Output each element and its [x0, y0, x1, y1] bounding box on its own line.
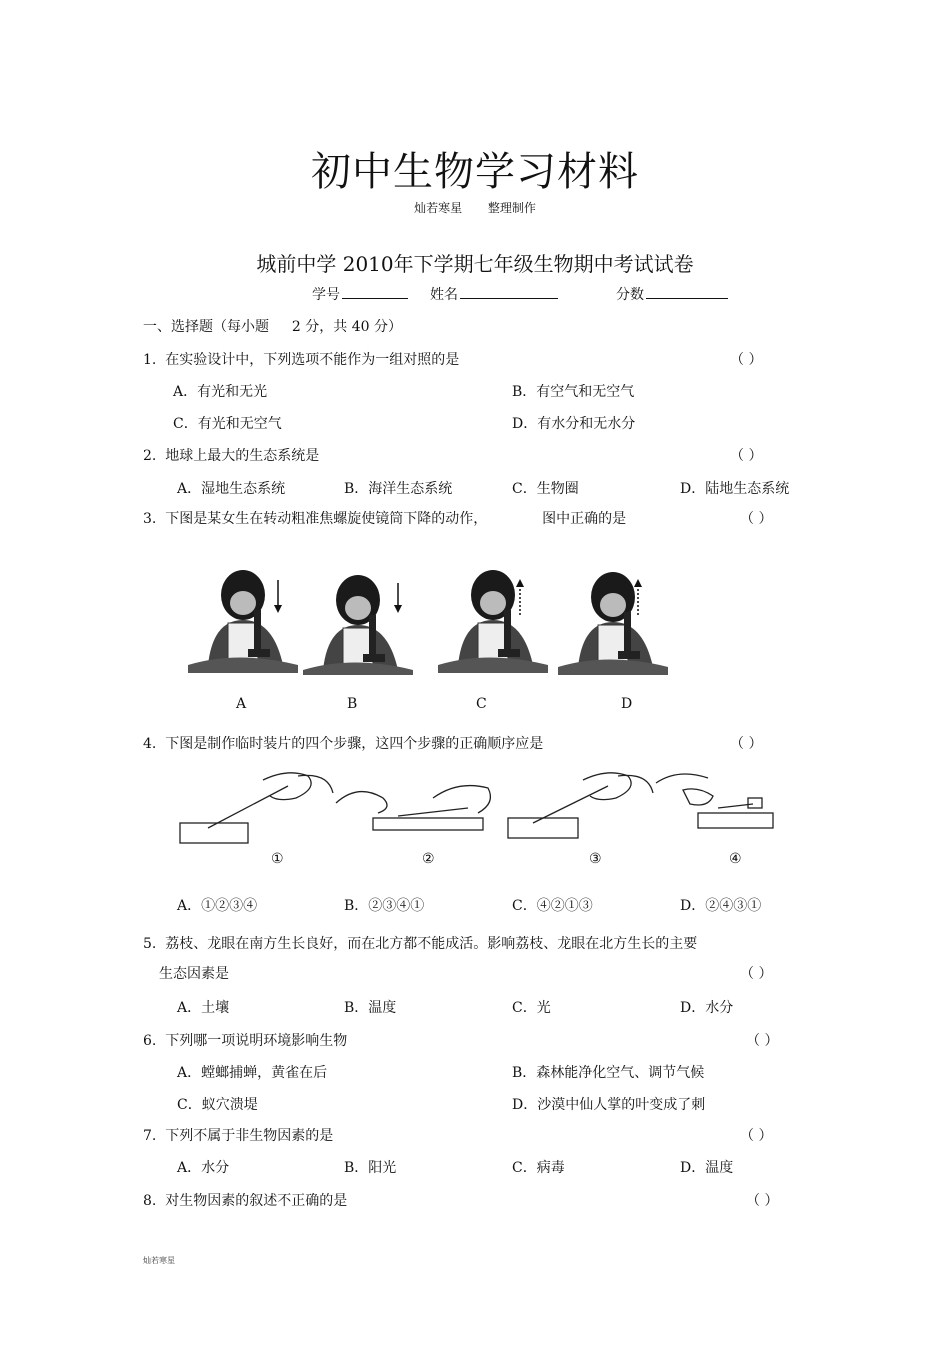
- option-d[interactable]: D．有水分和无水分: [512, 416, 636, 432]
- question-text: 下图是制作临时装片的四个步骤，这四个步骤的正确顺序应是: [165, 736, 544, 752]
- step-4-drawing: [656, 774, 773, 828]
- step-label-1: ①: [271, 851, 284, 867]
- question-text: 在实验设计中，下列选项不能作为一组对照的是: [165, 352, 460, 368]
- question-text: 地球上最大的生态系统是: [165, 448, 320, 464]
- author-note: 整理制作: [487, 201, 536, 215]
- figure-panel-b: [303, 575, 413, 675]
- author-line: [0, 199, 950, 216]
- option-a[interactable]: A．有光和无光: [173, 384, 268, 400]
- figure-label-d: D: [621, 696, 633, 712]
- option-b[interactable]: B．有空气和无空气: [512, 384, 635, 400]
- question-1: [143, 349, 459, 369]
- option-c[interactable]: C．有光和无空气: [173, 416, 282, 432]
- answer-paren[interactable]: （ ）: [730, 352, 763, 368]
- name-field: [430, 284, 558, 304]
- option-c[interactable]: C．光: [512, 1000, 551, 1016]
- option-b[interactable]: B．森林能净化空气、调节气候: [512, 1065, 705, 1081]
- option-b[interactable]: B．温度: [344, 1000, 397, 1016]
- figure-panel-a: [188, 570, 298, 673]
- question-number: 4.: [143, 736, 157, 752]
- question-6: [143, 1030, 347, 1050]
- question-2: [143, 445, 319, 465]
- step-label-2: ②: [422, 851, 435, 867]
- figure-panel-c: [438, 570, 548, 673]
- figure-panel-d: [558, 572, 668, 675]
- microscope-figure: [183, 565, 678, 675]
- section-heading: [143, 316, 402, 336]
- option-c[interactable]: C．病毒: [512, 1160, 565, 1176]
- name-blank[interactable]: [460, 284, 558, 299]
- question-text: 下列不属于非生物因素的是: [165, 1128, 334, 1144]
- option-a[interactable]: A．①②③④: [177, 898, 258, 914]
- question-text-continued: 图中正确的是: [542, 511, 627, 527]
- option-c[interactable]: C．④②①③: [512, 898, 593, 914]
- figure-label-c: C: [476, 696, 487, 712]
- option-d[interactable]: D．陆地生态系统: [680, 481, 790, 497]
- option-d[interactable]: D．温度: [680, 1160, 734, 1176]
- option-c[interactable]: C．蚁穴溃堤: [177, 1097, 258, 1113]
- answer-paren[interactable]: （ ）: [740, 966, 773, 982]
- question-number: 3.: [143, 511, 157, 527]
- student-id-field: [312, 284, 408, 304]
- step-label-3: ③: [589, 851, 602, 867]
- question-number: 1.: [143, 352, 157, 368]
- answer-paren[interactable]: （ ）: [740, 511, 773, 527]
- figure-label-b: B: [347, 696, 358, 712]
- step-1-drawing: [180, 773, 333, 843]
- section-heading-text: 一、选择题（每小题: [143, 319, 269, 335]
- question-text-continued: 生态因素是: [159, 966, 229, 982]
- question-number: 6.: [143, 1033, 157, 1049]
- option-b[interactable]: B．阳光: [344, 1160, 397, 1176]
- step-2-drawing: [336, 786, 490, 830]
- option-b[interactable]: B．②③④①: [344, 898, 425, 914]
- author-name: 灿若寒星: [414, 201, 463, 215]
- exam-title: 城前中学 2010年下学期七年级生物期中考试试卷: [256, 252, 694, 276]
- option-d[interactable]: D．②④③①: [680, 898, 762, 914]
- question-text: 对生物因素的叙述不正确的是: [165, 1193, 348, 1209]
- question-number: 2.: [143, 448, 157, 464]
- figure-label-a: A: [236, 696, 247, 712]
- question-8: [143, 1190, 347, 1210]
- option-c[interactable]: C．生物圈: [512, 481, 579, 497]
- question-text: 下图是某女生在转动粗准焦螺旋使镜筒下降的动作，: [165, 511, 488, 527]
- score-label: 分数: [616, 287, 644, 303]
- answer-paren[interactable]: （ ）: [746, 1033, 779, 1049]
- student-id-blank[interactable]: [342, 284, 408, 299]
- answer-paren[interactable]: （ ）: [746, 1193, 779, 1209]
- step-3-drawing: [508, 773, 653, 838]
- option-d[interactable]: D．水分: [680, 1000, 734, 1016]
- section-points: 2 分，共 40 分）: [291, 319, 402, 335]
- slide-prep-figure: [178, 768, 778, 850]
- answer-paren[interactable]: （ ）: [740, 1128, 773, 1144]
- question-text: 荔枝、龙眼在南方生长良好，而在北方都不能成活。影响荔枝、龙眼在北方生长的主要: [165, 936, 698, 952]
- student-id-label: 学号: [312, 287, 340, 303]
- question-number: 8.: [143, 1193, 157, 1209]
- option-b[interactable]: B．海洋生态系统: [344, 481, 453, 497]
- question-5: [143, 933, 697, 953]
- option-d[interactable]: D．沙漠中仙人掌的叶变成了刺: [512, 1097, 706, 1113]
- score-field: [616, 284, 728, 304]
- question-text: 下列哪一项说明环境影响生物: [165, 1033, 348, 1049]
- question-3: [143, 508, 626, 528]
- score-blank[interactable]: [646, 284, 728, 299]
- answer-paren[interactable]: （ ）: [730, 448, 763, 464]
- question-number: 7.: [143, 1128, 157, 1144]
- option-a[interactable]: A．水分: [177, 1160, 230, 1176]
- option-a[interactable]: A．湿地生态系统: [177, 481, 286, 497]
- step-label-4: ④: [729, 851, 742, 867]
- question-7: [143, 1125, 333, 1145]
- question-4: [143, 733, 543, 753]
- answer-paren[interactable]: （ ）: [730, 736, 763, 752]
- option-a[interactable]: A．螳螂捕蝉，黄雀在后: [177, 1065, 328, 1081]
- page-title: 初中生物学习材料: [311, 149, 639, 195]
- option-a[interactable]: A．土壤: [177, 1000, 230, 1016]
- question-number: 5.: [143, 936, 157, 952]
- name-label: 姓名: [430, 287, 458, 303]
- page-footer: 灿若寒星: [143, 1256, 175, 1265]
